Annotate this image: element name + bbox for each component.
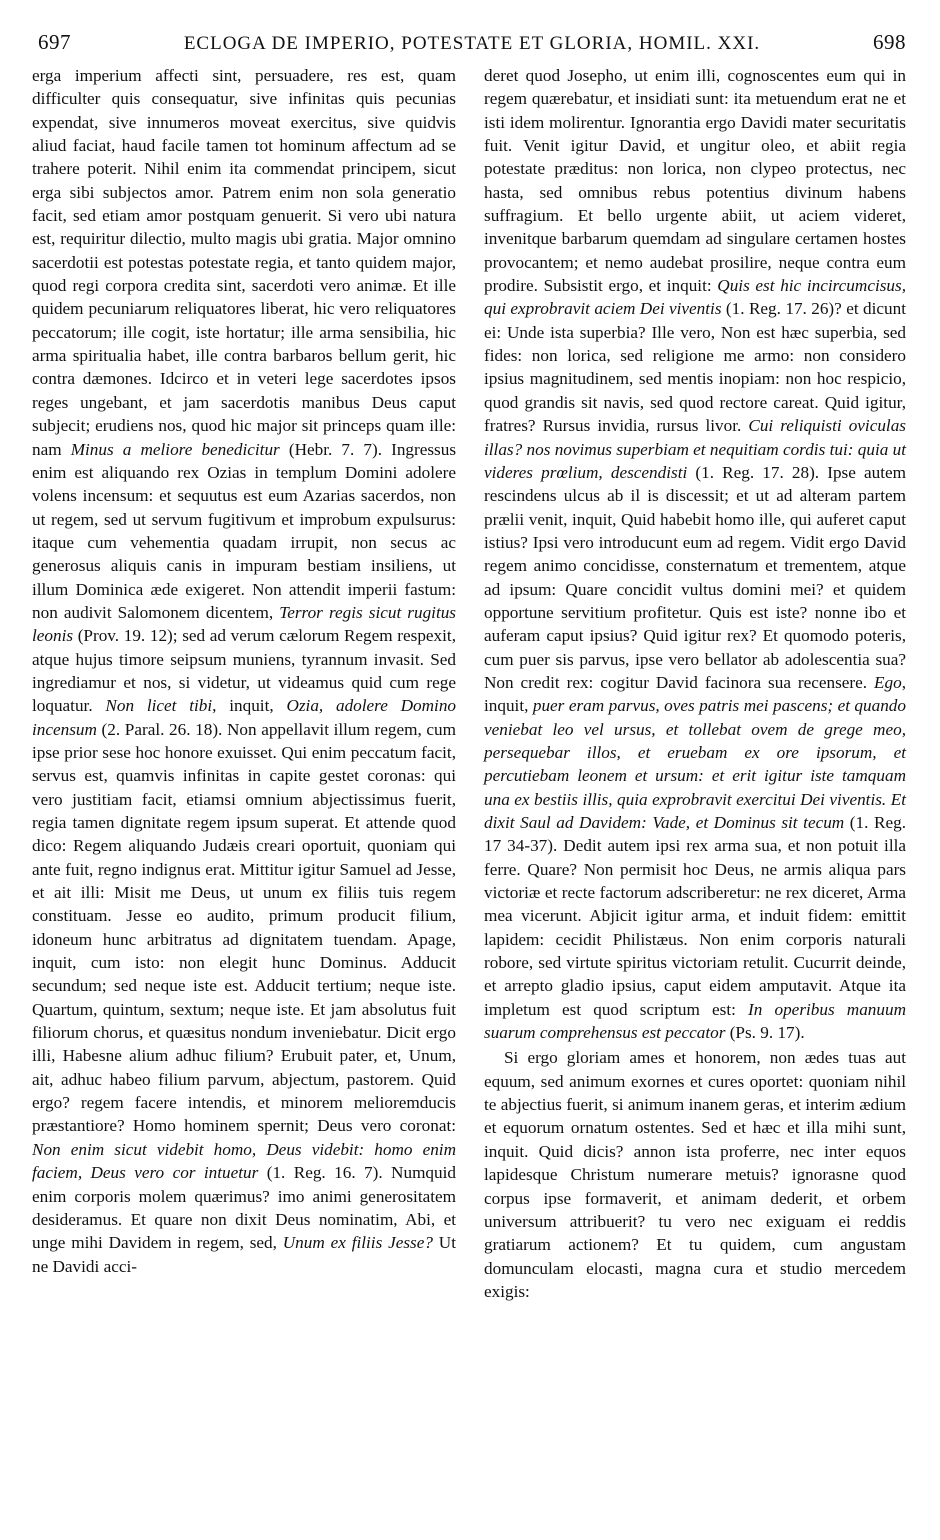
paragraph — [484, 64, 906, 1044]
page-number-left: 697 — [38, 30, 71, 54]
text-run: (Hebr. 7. 7). Ingressus enim est aliquando rex Ozias in templum Domini adolere volens incensum: et sequutus est eum Azarias sacerdos, non ut regem, sed ut servum fugitivum et improbum expulsurus: itaque cum vehementia quadam irrupit, non secus ac generosus aliquis canis in impuram bestiam insiliens, ut illum Dominica æde exigeret. Non attendit imperii fastum: non audivit Salomonem dicentem, — [32, 439, 457, 622]
italic-run: Terror regis sicut rugitus leonis — [32, 602, 456, 646]
page-number-right: 698 — [872, 30, 906, 54]
text-run: , inquit, — [212, 696, 287, 716]
text-run: deret quod Josepho, ut enim illi, cognoscentes eum qui in regem quærebatur, et insidiati sunt: ita metuendum erat ne et isti idem molirentur. Ignorantia ergo Davidi mater securitatis fuit. Venit igitur David, et ungitur oleo, et abiit regia potestate præditus: non lorica, non clypeo protectus, nec hasta, sed omnibus rebus potentius divinum habens suffragium. Et bello urgente abiit, ut aciem videret, invenitque barbarum quemdam ad singulare certamen hostes provocantem; et nemo audebat prosilire, neque contra eum prodire. Subsistit ergo, et inquit: — [484, 66, 906, 296]
italic-run: Unum ex filiis Jesse? — [282, 1233, 433, 1253]
text-run: Ut ne Davidi acci- — [32, 1233, 456, 1276]
italic-run: Cui reliquisti oviculas illas? nos novimus superbiam et nequitiam cordis tui: quia ut videres prœlium, descendisti — [484, 416, 906, 482]
paragraph — [484, 1046, 906, 1303]
page-header — [38, 30, 906, 60]
italic-run: Minus a meliore benedicitur — [70, 439, 280, 459]
paragraph — [32, 64, 456, 1278]
text-run: (2. Paral. 26. 18). Non appellavit illum regem, cum ipse prior sese hoc honore exuisset. Qui enim peccatum facit, servus est, quamvis infinitas in capite gestet coronas: qui vero justitiam facit, etiamsi omnium abjectissimus fuerit, regia tamen dignitate regem ipsum superat. Et attende quod dico: Regem aliquando Judæis creari oportuit, quoniam qui ante fuit, regno indignus erat. Mittitur igitur Samuel ad Jesse, et ait illi: Misit me Deus, ut unum ex filiis tuis regem constituam. Jesse eo audito, primum producit filium, idoneum hunc arbitratus ad dignitatem tuendam. Apage, inquit, cum isto: non elegit hunc Dominus. Adducit secundum; sed neque iste est. Adducit tertium; neque iste. Quartum, quintum, sextum; neque iste. Et jam absolutus fuit filiorum chorus, et quæsitus nondum inveniebatur. Dicit ergo illi, Habesne alium adhuc filium? Erubuit pater, et, Unum, ait, adhuc habeo filium parvum, abjectum, pastorem. Quid ergo? regem facere intendis, et minorem melioremducis præstantiore? Homo hominem spernit; Deus vero coronat: — [32, 719, 456, 1136]
italic-run: In operibus manuum suarum comprehensus est peccator — [484, 999, 906, 1043]
text-run: (1. Reg. 17 34-37). Dedit autem ipsi rex arma sua, et non potuit illa ferre. Quare? Non permisit hoc Deus, ne armis aliqua pars victoriæ et recte factorum adscriberetur: ne rex diceret, Arma mea vicerunt. Abjicit igitur arma, et induit fidem: emittit lapidem: cecidit Philistæus. Non enim corporis naturali robore, sed virtute spiritus victoriam retulit. Cucurrit deinde, et arrepto gladio ipsius, caput eidem amputavit. Atque ita impletum est quod scriptum est: — [484, 813, 906, 1019]
italic-run: Ego — [874, 672, 902, 692]
text-run: (1. Reg. 17. 26)? et dicunt ei: Unde ista superbia? Ille vero, Non est hæc superbia, sed fides: non lorica, sed religione me armo: non considero ipsius magnitudinem, sed mentis inopiam: non hoc respicio, quod grandis sit navis, sed quod rectore careat. Quid igitur, fratres? Rursus invidia, rursus livor. — [484, 299, 906, 436]
italic-run: Ozia, adolere Domino incensum — [32, 696, 457, 739]
italic-run: Non licet tibi — [105, 696, 213, 716]
right-column — [484, 64, 906, 1303]
italic-run: puer eram parvus, oves patris mei pascens; et quando veniebat leo vel ursus, et tollebat ovem de grege meo, persequebar illos, et eruebam ex ore ipsorum, et percutiebam leonem et ursum: et erit igitur iste tamquam una ex bestiis illis, quia exprobravit exercitui Dei viventis. Et dixit Saul ad Davidem: Vade, et Dominus sit tecum — [484, 696, 906, 832]
text-run: erga imperium affecti sint, persuadere, res est, quam difficulter quis consequatur, sive infinitas quis pecunias expendat, sive innumeros moveat exercitus, sive quidvis aliud faciat, haud facile tamen tot hominum affectum ad se trahere poterit. Nihil enim ita commendat principem, sicut erga sibi subjectos amor. Patrem enim non sola generatio facit, sed etiam amor postquam genuerit. Si vero ubi natura est, requiritur dilectio, multo magis ubi gratia. Major omnino sacerdotii est potestas potestate regia, et tanto quidem major, quod regi corpora credita sint, sacerdoti vero animæ. Et ille quidem pecuniarum reliquatores liberat, hic vero reliquatores peccatorum; ille cogit, iste hortatur; ille arma sensibilia, hic arma spiritualia habet, ille contra barbaros bellum gerit, hic contra dæmones. Idcirco et in veteri lege sacerdotes ipsos reges ungebant, et jam sacerdotis manibus Deus caput subjecit; erudiens nos, quod hic major sit princeps quam ille: nam — [32, 66, 456, 459]
text-run: Si ergo gloriam ames et honorem, non ædes tuas aut equum, sed animum exornes et cures oportet: quoniam nihil te abjectius fuerit, si animum inanem geras, et interim ædium et equorum ornatum ostentes. Sed et hæc et illa mihi sunt, inquit. Quid dicis? annon ista proferre, nec inter equos lapidesque Christum numerare metuis? ignorasne quod corpus ipse formaverit, et animam dederit, et orbem universum attribuerit? tu vero nec exiguam ei reddis gratiarum actionem? Et tu quidem, cum angustam domunculam elocasti, magna cura et studio mercedem exigis: — [484, 1048, 906, 1301]
text-run: (1. Reg. 16. 7). Numquid enim corporis molem quærimus? imo animi generositatem desideramus. Et quare non dixit Deus nominatim, Abi, et unge mihi Davidem in regem, sed, — [32, 1163, 456, 1253]
text-run: , inquit, — [484, 672, 906, 716]
italic-run: Quis est hic incircumcisus, qui exprobravit aciem Dei viventis — [484, 276, 906, 319]
left-column — [32, 64, 456, 1278]
running-title: ECLOGA DE IMPERIO, POTESTATE ET GLORIA, HOMIL. XXI. — [183, 33, 761, 54]
text-run: (Prov. 19. 12); sed ad verum cælorum Regem respexit, atque hujus timore seipsum muniens, tyrannum invasit. Sed ingrediamur et nos, si videtur, ut videamus quid cum rege loquatur. — [32, 626, 456, 716]
italic-run: Non enim sicut videbit homo, Deus videbit: homo enim faciem, Deus vero cor intuetur — [32, 1139, 456, 1183]
text-run: (1. Reg. 17. 28). Ipse autem rescindens ulcus ab il is discessit; et ut ad alteram partem prælii venit, inquit, Quid habebit homo ille, qui auferet caput istius? Ipsi vero introducunt eum ad regem. Vidit ergo David regem animo concidisse, consternatum et trementem, atque ad ipsum: Quare concidit vultus domini mei? et quidem opportune servitium profitetur. Quis est iste? nonne ibo et auferam caput ipsius? Quid igitur rex? Et quomodo poteris, cum puer sis parvus, ipse vero bellator ab adolescentia sua? Non credit rex: cogitur David facinora sua recensere. — [484, 462, 907, 692]
text-run: (Ps. 9. 17). — [725, 1023, 805, 1043]
